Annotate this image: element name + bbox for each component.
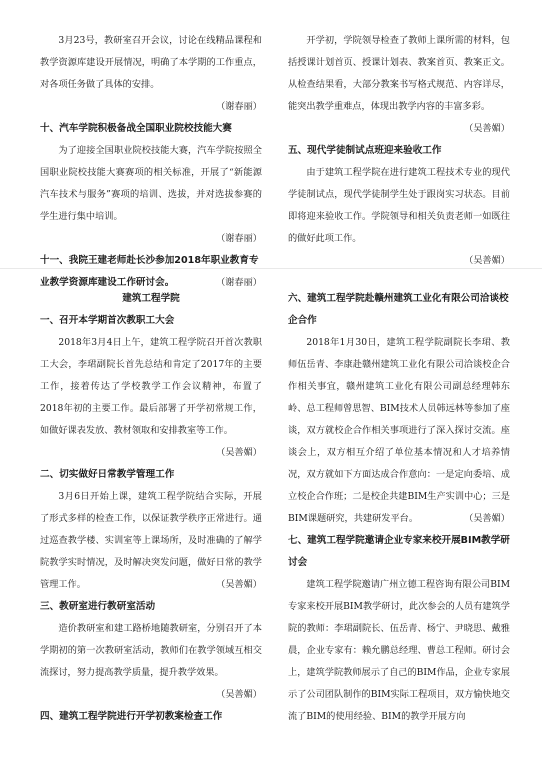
heading-2: 二、切实做好日常教学管理工作 <box>40 469 175 480</box>
left-bottom-column <box>40 288 262 728</box>
heading-11: 十一、我院王建老师赴长沙参加2018年职业教育专业教学资源库建设工作研讨会。 <box>40 255 259 288</box>
paragraph: 建筑工程学院邀请广州立德工程咨询有限公司BIM专家来校开展BIM教学研讨，此次参会的人员有建筑学院的教师：李珺副院长、伍岳青、杨宁、尹晓思、戴雅晨，企业专家有：赖允鹏总经理、曹总工程师。研讨会上，建筑学院教师展示了自己的BIM作品，企业专家展示了公司团队制作的BIM实际工程项目，双方愉快地交流了BIM的使用经验、BIM的教学开展方向 <box>288 579 510 722</box>
college-title: 建筑工程学院 <box>122 293 180 304</box>
paragraph: 造价教研室和建工路桥地随教研室，分别召开了本学期初的第一次教研室活动，教师们在教学领域互相交流探讨，努力提高教学质量，提升教学效果。 <box>40 623 262 678</box>
author-credit: （吴善媚） <box>216 447 262 458</box>
author-credit: （吴善媚） <box>464 123 510 134</box>
right-bottom-column <box>288 288 510 728</box>
author-credit: （吴善媚） <box>464 513 510 524</box>
author-credit: （吴善媚） <box>464 255 510 266</box>
paragraph: 2018年3月4日上午，建筑工程学院召开首次教职工大会，李珺副院长首先总结和肯定了2017年的主要工作，接着传达了学校教学工作会议精神，布置了2018年初的主要工作。最后部署了开学初常规工作，如做好课表发放、教材领取和安排教室等工作。 <box>40 337 262 436</box>
author-credit: （谢春丽） <box>216 101 262 112</box>
heading-4: 四、建筑工程学院进行开学初教案检查工作 <box>40 711 223 722</box>
heading-5: 五、现代学徒制试点班迎来验收工作 <box>288 145 442 156</box>
left-top-column <box>40 30 262 294</box>
paragraph: 开学初，学院领导检查了教师上课所需的材料，包括授课计划首页、授课计划表、教案首页、教案正文。从检查结果看，大部分教案书写格式规范、内容详尽，能突出教学重难点，体现出教学内容的丰富多彩。 <box>288 35 510 112</box>
right-top-column <box>288 30 510 272</box>
paragraph: 3月6日开始上课，建筑工程学院结合实际，开展了形式多样的检查工作，以保证教学秩序正常进行。通过巡查教学楼、实训室等上课场所，及时准确的了解学院教学实时情况，及时解决突发问题，做好日常的教学管理工作。 <box>40 491 262 590</box>
paragraph: 由于建筑工程学院在进行建筑工程技术专业的现代学徒制试点，现代学徒制学生处于跟岗实习状态。目前即将迎来验收工作。学院领导和相关负责老师一如既往的做好此项工作。 <box>288 167 510 244</box>
paragraph: 为了迎接全国职业院校技能大赛，汽车学院按照全国职业院校技能大赛赛项的相关标准，开展了“新能源汽车技术与服务”赛项的培训、选拔，并对选拔参赛的学生进行集中培训。 <box>40 145 262 222</box>
author-credit: （谢春丽） <box>216 277 262 288</box>
paragraph: 2018年1月30日，建筑工程学院副院长李珺、教师伍岳青、李康赴赣州建筑工业化有限公司洽谈校企合作相关事宜，赣州建筑工业化有限公司副总经理韩东岭、总工程师曾思智、BIM技术人员韩远林等参加了座谈，双方就校企合作相关事项进行了深入探讨交流。座谈会上，双方相互介绍了单位基本情况和人才培养情况，双方就如下方面达成合作意向：一是定向委培、成立校企合作班；二是校企共建BIM生产实训中心；三是BIM课题研究，共建研发平台。 <box>288 337 510 524</box>
heading-10: 十、汽车学院积极备战全国职业院校技能大赛 <box>40 123 232 134</box>
heading-6: 六、建筑工程学院赴赣州建筑工业化有限公司洽谈校企合作 <box>288 293 509 326</box>
author-credit: （谢春丽） <box>216 233 262 244</box>
author-credit: （吴善媚） <box>216 579 262 590</box>
heading-3: 三、教研室进行教研室活动 <box>40 601 156 612</box>
heading-1: 一、召开本学期首次教职工大会 <box>40 315 175 326</box>
heading-7: 七、建筑工程学院邀请企业专家来校开展BIM教学研讨会 <box>288 535 510 568</box>
author-credit: （吴善媚） <box>216 689 262 700</box>
paragraph: 3月23号，教研室召开会议，讨论在线精品课程和教学资源库建设开展情况，明确了本学期的工作重点，对各项任务做了具体的安排。 <box>40 35 262 90</box>
